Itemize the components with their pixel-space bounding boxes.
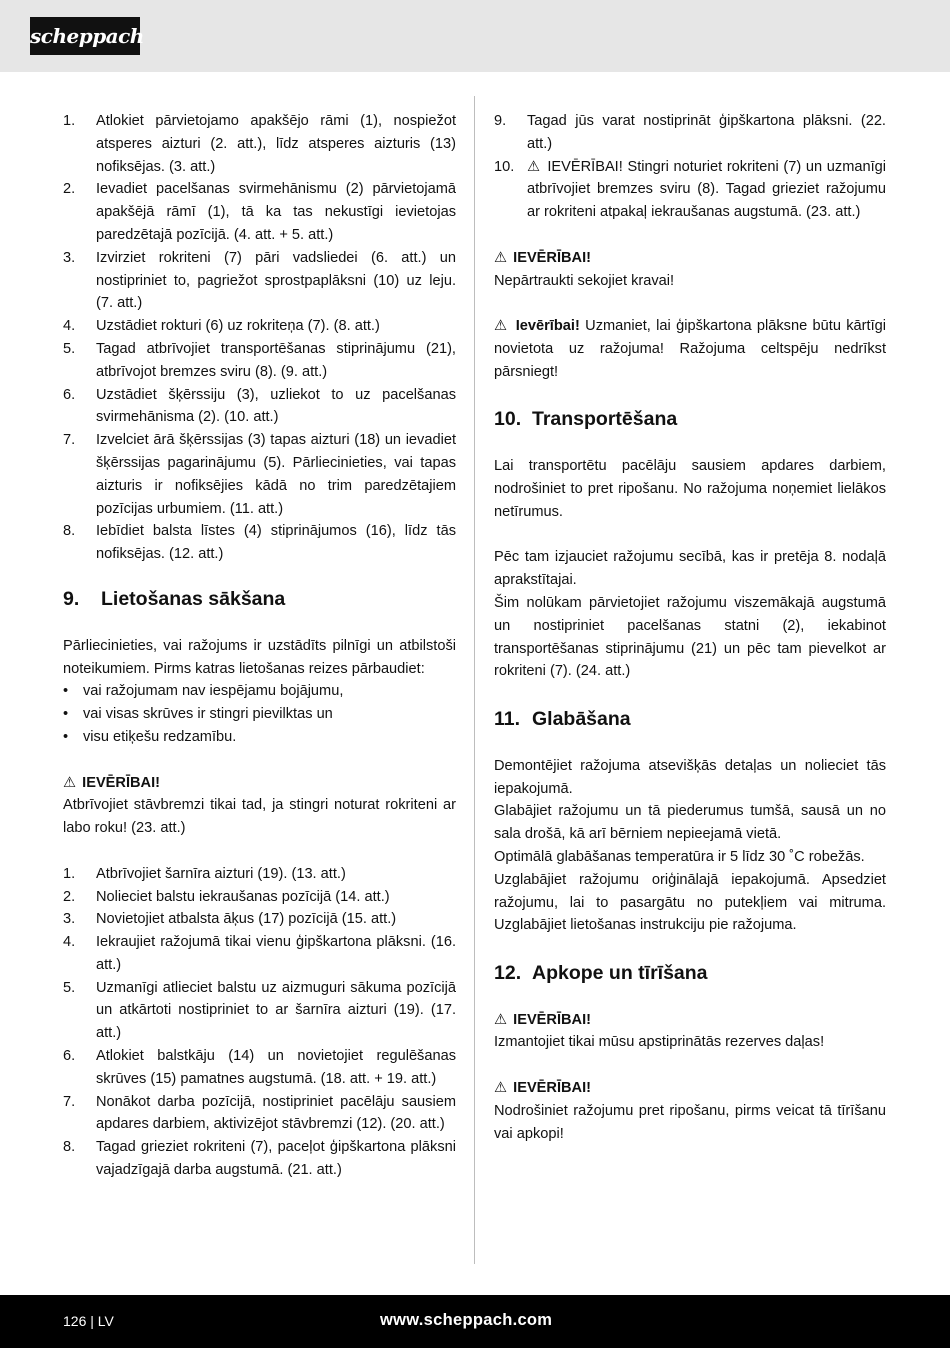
paragraph: Lai transportētu pacēlāju sausiem apdares darbiem, nodrošiniet to pret ripošanu. No ražojuma noņemiet lielākos netīrumus. <box>494 458 886 520</box>
list-item: 3. Novietojiet atbalsta āķus (17) pozīcijā (15. att.) <box>63 911 397 928</box>
list-item: 3. Izvirziet rokriteni (7) pāri vadsliedei (6. att.) un nostipriniet to, pagriežot sprostpaplāksni (10) uz leju. (7. att.) <box>63 249 456 312</box>
list-item: 4. Iekraujiet ražojumā tikai vienu ģipškartona plāksni. (16. att.) <box>63 934 456 973</box>
warning-heading: ⚠ IEVĒRĪBAI! <box>494 249 591 266</box>
warning-heading: ⚠ IEVĒRĪBAI! <box>494 1011 591 1028</box>
section-heading-12: 12. Apkope un tīrīšana <box>494 961 708 984</box>
scheppach-logo: scheppach <box>30 17 140 55</box>
section-9-intro: Pārliecinieties, vai ražojums ir uzstādīts pilnīgi un atbilstoši noteikumiem. Pirms katras lietošanas reizes pārbaudiet: <box>63 637 456 677</box>
list-item: 8. Tagad grieziet rokriteni (7), paceļot ģipškartona plāksni vajadzīgajā darba augstumā. (21. att.) <box>63 1139 456 1179</box>
section-heading-10: 10. Transportēšana <box>494 408 678 431</box>
list-item: 7. Nonākot darba pozīcijā, nostipriniet pacēlāju sausiem apdares darbiem, aktivizējot stāvbremzi (12). (20. att.) <box>63 1093 456 1133</box>
operation-steps <box>63 863 456 1182</box>
website-link[interactable]: www.scheppach.com <box>380 1311 553 1329</box>
paragraph: Pēc tam izjauciet ražojumu secībā, kas ir pretēja 8. nodaļā aprakstītajai. <box>494 549 886 589</box>
list-item: 6. Atlokiet balstkāju (14) un novietojiet regulēšanas skrūves (15) pamatnes augstumā. (18. att. + 19. att.) <box>63 1048 456 1087</box>
warning-text: Nodrošiniet ražojumu pret ripošanu, pirms veicat tā tīrīšanu vai apkopi! <box>494 1102 886 1142</box>
warning-text: Atbrīvojiet stāvbremzi tikai tad, ja stingri noturat rokriteni ar labo roku! (23. att.) <box>63 797 456 837</box>
list-item: • vai ražojumam nav iespējamu bojājumu, <box>63 680 456 703</box>
paragraph: Uzglabājiet ražojumu oriģinālajā iepakojumā. Apsedziet ražojumu, lai to pasargātu no putekļiem vai mitruma. Uzglabājiet lietošanas instrukciju pie ražojuma. <box>494 871 886 934</box>
list-item: 6. Uzstādiet šķērssiju (3), uzliekot to uz pacelšanas svirmehānisma (2). (10. att.) <box>63 386 456 426</box>
column-divider <box>474 96 475 1264</box>
list-item: 4. Uzstādiet rokturi (6) uz rokriteņa (7). (8. att.) <box>63 318 380 335</box>
warning-heading: ⚠ IEVĒRĪBAI! <box>63 774 160 791</box>
assembly-steps <box>63 110 456 566</box>
warning-heading: ⚠ IEVĒRĪBAI! <box>494 1080 591 1097</box>
warning-text: Izmantojiet tikai mūsu apstiprinātās rezerves daļas! <box>494 1034 825 1051</box>
list-item: 10. ⚠ IEVĒRĪBAI! Stingri noturiet rokriteni (7) un uzmanīgi atbrīvojiet bremzes sviru (8). Tagad grieziet ražojumu ar rokriteni atpakaļ iekraušanas augstumā. (23. att.) <box>494 158 886 221</box>
right-column <box>494 110 886 1145</box>
left-column <box>63 110 456 1182</box>
list-item: 9. Tagad jūs varat nostiprināt ģipškartona plāksni. (22. att.) <box>494 113 886 152</box>
list-item: 5. Tagad atbrīvojiet transportēšanas stiprinājumu (21), atbrīvojot bremzes sviru (8). (9. att.) <box>63 340 456 380</box>
page-header <box>0 0 950 72</box>
operation-steps-continued <box>494 110 886 224</box>
warning-text: Nepārtraukti sekojiet kravai! <box>494 272 675 289</box>
warning-triangle-icon: ⚠ <box>527 158 541 175</box>
section-heading-9: 9. Lietošanas sākšana <box>63 587 286 610</box>
list-item: • visu etiķešu redzamību. <box>63 726 456 749</box>
section-heading-11: 11. Glabāšana <box>494 707 631 730</box>
list-item: 7. Izvelciet ārā šķērssijas (3) tapas aizturi (18) un ievadiet šķērssijas pagarinājumu (5). Pārliecinieties, vai tapas aizturis ir nofiksējies kādā no trim paredzētajiem pozīcijas urbumiem. (11. att.) <box>63 432 456 517</box>
list-item: 1. Atbrīvojiet šarnīra aizturi (19). (13. att.) <box>63 865 346 882</box>
paragraph: Optimālā glabāšanas temperatūra ir 5 līdz 30 ˚C robežās. <box>494 848 865 865</box>
list-item: 2. Nolieciet balstu iekraušanas pozīcijā (14. att.) <box>63 888 390 905</box>
paragraph: Demontējiet ražojuma atsevišķās detaļas un nolieciet tās iepakojumā. <box>494 757 886 797</box>
list-item: 8. Iebīdiet balsta līstes (4) stiprinājumos (16), līdz tās nofiksējas. (12. att.) <box>63 523 456 563</box>
paragraph: Šim nolūkam pārvietojiet ražojumu viszemākajā augstumā un nostipriniet pacelšanas statni (2), iekabinot transportēšanas stiprinājumu (21) un pēc tam pievelkot ar rokriteni (7). (24. att.) <box>494 594 886 680</box>
list-item: 1. Atlokiet pārvietojamo apakšējo rāmi (1), nospiežot atsperes aizturi (2. att.), līdz atsperes aizturis (13) nofiksējas. (3. att.) <box>63 113 456 175</box>
list-item: 2. Ievadiet pacelšanas svirmehānismu (2) pārvietojamā apakšējā rāmī (1), tā ka tas nekustīgi ievietojas paredzētajā pozīcijā. (4. att. + 5. att.) <box>63 181 456 243</box>
warning-triangle-icon: ⚠ <box>494 1080 508 1097</box>
warning-triangle-icon: ⚠ <box>494 249 508 266</box>
page-number: 126 | LV <box>63 1313 114 1329</box>
list-item: 5. Uzmanīgi atlieciet balstu uz aizmuguri sākuma pozīcijā un atkārtoti nostipriniet to ar šarnīra aizturi (19). (17. att.) <box>63 979 456 1042</box>
warning-triangle-icon: ⚠ <box>494 318 509 335</box>
warning-triangle-icon: ⚠ <box>494 1011 508 1028</box>
paragraph: Glabājiet ražojumu un tā piederumus tumšā, sausā un no sala drošā, kā arī bērniem nepieejamā vietā. <box>494 803 886 843</box>
check-list <box>63 680 456 748</box>
warning-triangle-icon: ⚠ <box>63 774 77 791</box>
warning-paragraph: ⚠ Ievērībai! Uzmaniet, lai ģipškartona plāksne būtu kārtīgi novietota uz ražojuma! Ražojuma celtspēju nedrīkst pārsniegt! <box>494 318 887 380</box>
page-footer <box>0 1295 950 1348</box>
list-item: • vai visas skrūves ir stingri pievilktas un <box>63 703 456 726</box>
